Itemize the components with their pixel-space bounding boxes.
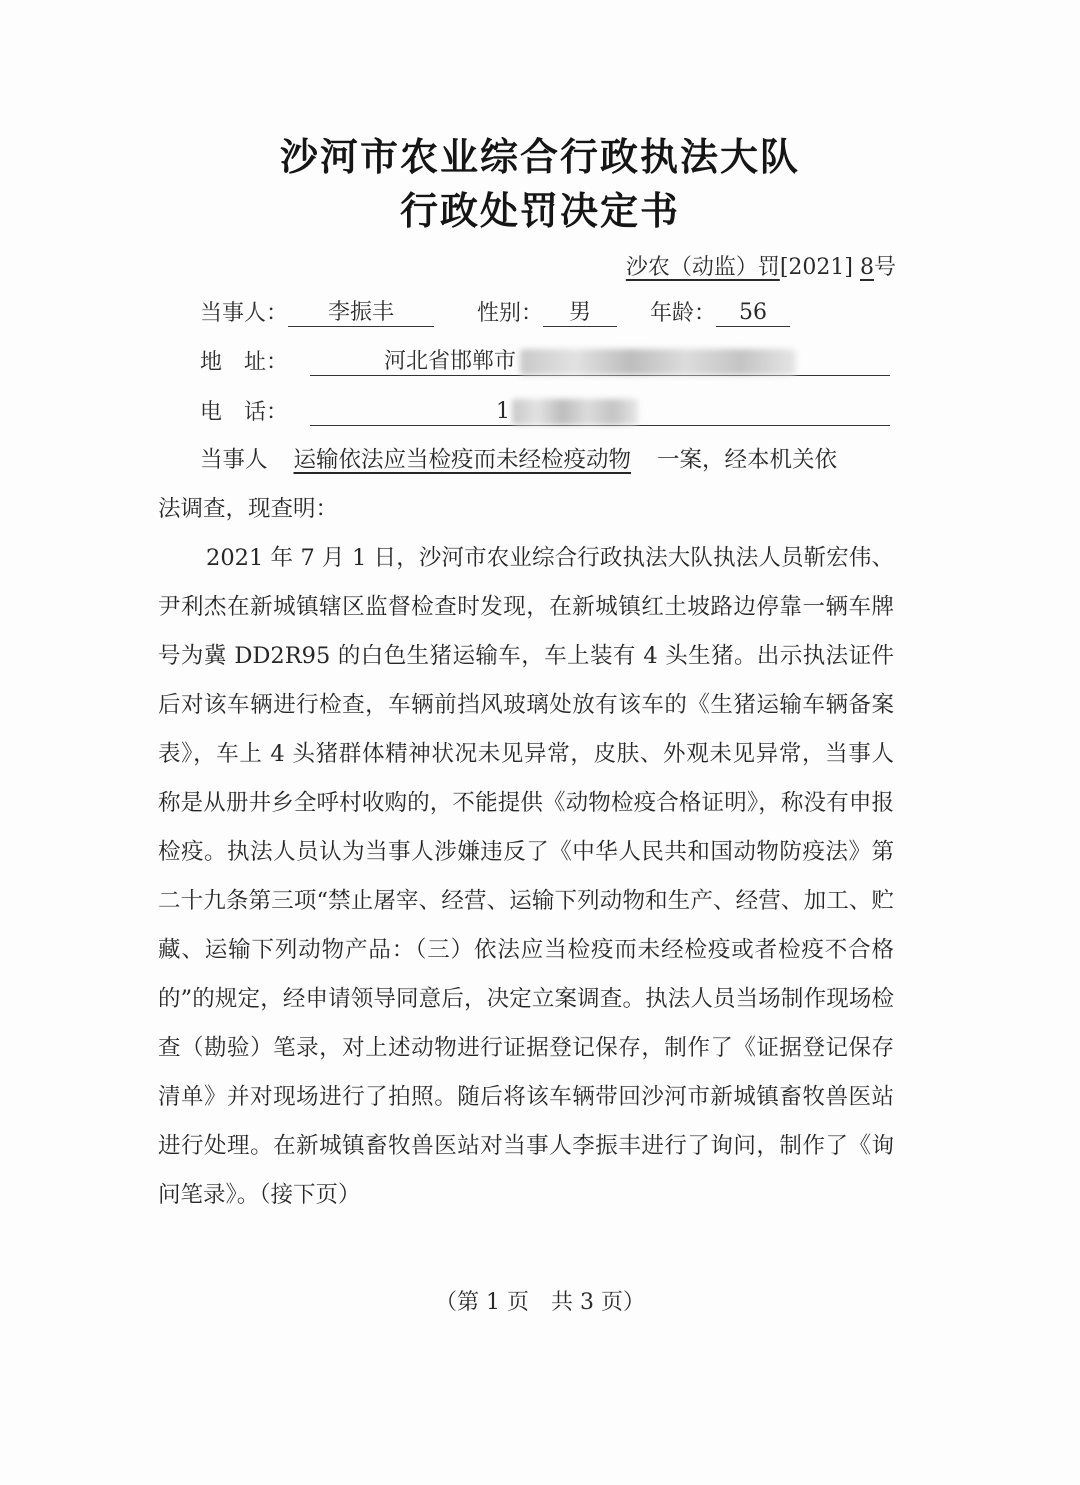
case-intro	[158, 436, 894, 534]
address-value: 河北省邯郸市	[384, 349, 517, 374]
case-intro-prefix: 当事人	[200, 447, 268, 473]
party-info-row	[200, 296, 790, 327]
doc-number-prefix: 沙农（动监）罚	[625, 255, 780, 280]
party-name-label: 当事人：	[200, 301, 289, 326]
gender-label: 性别：	[477, 301, 544, 326]
phone-label: 电 话：	[200, 400, 289, 425]
party-name-value: 李振丰	[288, 300, 434, 327]
doc-number-year: [2021]	[779, 255, 853, 280]
address-field	[310, 349, 890, 376]
phone-row	[200, 395, 890, 426]
page-number: （第 1 页 共 3 页）	[435, 1290, 645, 1315]
case-intro-suffix: 一案，经本机关依	[657, 447, 838, 473]
phone-value: 1	[496, 399, 510, 424]
case-intro-line1	[158, 436, 894, 485]
case-name: 运输依法应当检疫而未经检疫动物	[293, 447, 632, 473]
findings-paragraph: 2021 年 7 月 1 日，沙河市农业综合行政执法大队执法人员靳宏伟、尹利杰在新城镇辖区监督检查时发现，在新城镇红土坡路边停靠一辆车牌号为冀 DD2R95 的白色生猪运输车，车上装有 4 头生猪。出示执法证件后对该车辆进行检查，车辆前挡风玻璃处放有该车的《生猪运输车辆备案表》，车上 4 头猪群体精神状况未见异常，皮肤、外观未见异常，当事人称是从册井乡全呼村收购的，不能提供《动物检疫合格证明》，称没有申报检疫。执法人员认为当事人涉嫌违反了《中华人民共和国动物防疫法》第二十九条第三项“禁止屠宰、经营、运输下列动物和生产、经营、加工、贮藏、运输下列动物产品：（三）依法应当检疫而未经检疫或者检疫不合格的”的规定，经申请领导同意后，决定立案调查。执法人员当场制作现场检查（勘验）笔录，对上述动物进行证据登记保存，制作了《证据登记保存清单》并对现场进行了拍照。随后将该车辆带回沙河市新城镇畜牧兽医站进行处理。在新城镇畜牧兽医站对当事人李振丰进行了询问，制作了《询问笔录》。（接下页）	[158, 545, 894, 1208]
address-redaction	[520, 349, 796, 375]
address-label: 地 址：	[200, 350, 289, 375]
phone-field	[310, 399, 890, 426]
case-intro-line2: 法调查，现查明：	[158, 496, 339, 522]
agency-title: 沙河市农业综合行政执法大队	[279, 134, 800, 179]
phone-redaction	[512, 399, 638, 425]
doc-number-value: 8	[859, 255, 874, 280]
age-label: 年龄：	[650, 301, 717, 326]
age-value: 56	[716, 300, 790, 327]
address-row	[200, 345, 890, 376]
doc-number-suffix: 号	[873, 255, 896, 280]
gender-value: 男	[543, 300, 617, 327]
document-title: 行政处罚决定书	[399, 188, 680, 233]
document-number	[626, 250, 896, 281]
